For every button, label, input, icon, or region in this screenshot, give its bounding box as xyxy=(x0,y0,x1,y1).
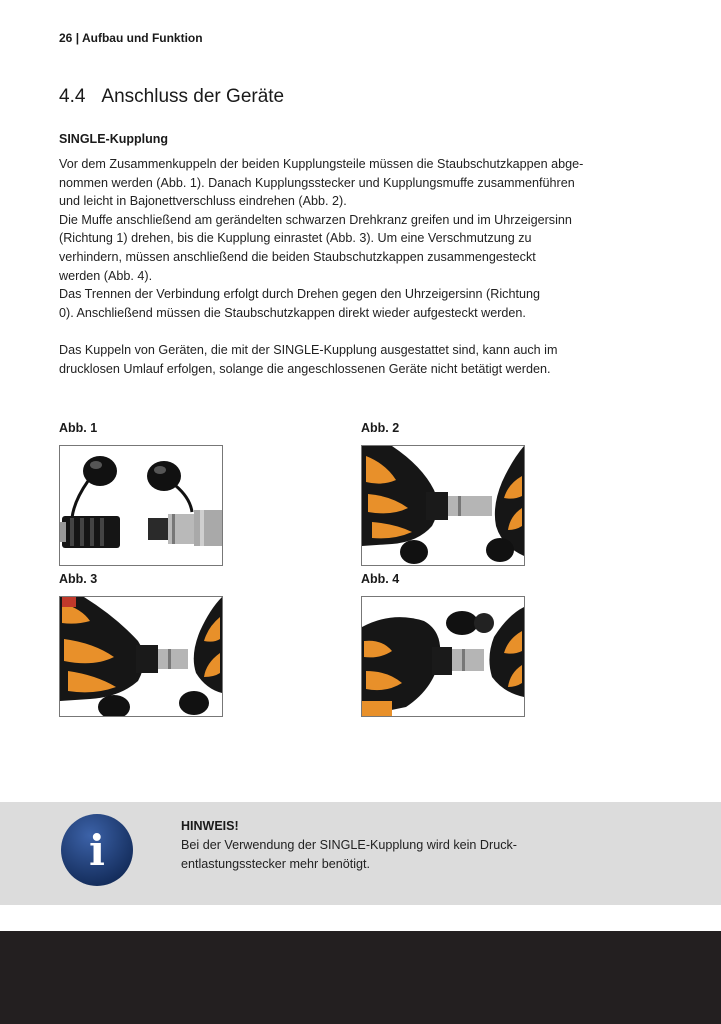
page-header xyxy=(59,31,203,45)
body-line: Das Trennen der Verbindung erfolgt durch Drehen gegen den Uhrzeigersinn (Richtung xyxy=(59,287,540,302)
page-number: 26 xyxy=(59,31,73,45)
subsection-title: SINGLE-Kupplung xyxy=(59,132,169,146)
section-number: 4.4 xyxy=(59,86,86,107)
body-line: werden (Abb. 4). xyxy=(59,268,153,283)
figure-4-label: Abb. 4 xyxy=(361,572,400,586)
footer-band xyxy=(0,931,721,1024)
hint-line: entlastungsstecker mehr benötigt. xyxy=(181,856,371,871)
chapter-title: Aufbau und Funktion xyxy=(81,31,203,45)
section-heading xyxy=(59,86,284,108)
figure-4-photo xyxy=(361,596,525,717)
section-title: Anschluss der Geräte xyxy=(101,86,285,107)
body-line: Das Kuppeln von Geräten, die mit der SINGLE-Kupplung ausgestattet sind, kann auch im xyxy=(59,342,558,357)
body-line: Vor dem Zusammenkuppeln der beiden Kupplungsteile müssen die Staubschutzkappen abge- xyxy=(59,157,584,171)
body-line: (Richtung 1) drehen, bis die Kupplung einrastet (Abb. 3). Um eine Verschmutzung zu xyxy=(59,231,532,246)
figure-3-label: Abb. 3 xyxy=(59,572,98,586)
hint-line: Bei der Verwendung der SINGLE-Kupplung wird kein Druck- xyxy=(181,838,518,852)
body-line: nommen werden (Abb. 1). Danach Kupplungsstecker und Kupplungsmuffe zusammenführen xyxy=(59,175,575,190)
hint-title: HINWEIS! xyxy=(181,819,239,833)
figure-2-photo xyxy=(361,445,525,566)
figure-3-photo xyxy=(59,596,223,717)
info-glyph: i xyxy=(89,826,105,875)
figure-1-label: Abb. 1 xyxy=(59,421,98,435)
hint-text xyxy=(181,836,601,873)
body-line: verhindern, müssen anschließend die beiden Staubschutzkappen zusammengesteckt xyxy=(59,249,536,264)
body-text xyxy=(59,155,659,378)
figure-2-label: Abb. 2 xyxy=(361,421,400,435)
header-separator: | xyxy=(75,31,80,45)
body-line: drucklosen Umlauf erfolgen, solange die angeschlossenen Geräte nicht betätigt werden. xyxy=(59,361,551,376)
body-line: Die Muffe anschließend am gerändelten schwarzen Drehkranz greifen und im Uhrzeigersinn xyxy=(59,212,572,227)
body-line: und leicht in Bajonettverschluss eindrehen (Abb. 2). xyxy=(59,194,347,209)
body-line: 0). Anschließend müssen die Staubschutzkappen direkt wieder aufgesteckt werden. xyxy=(59,305,526,320)
info-icon xyxy=(60,813,134,887)
figure-1-photo xyxy=(59,445,223,566)
